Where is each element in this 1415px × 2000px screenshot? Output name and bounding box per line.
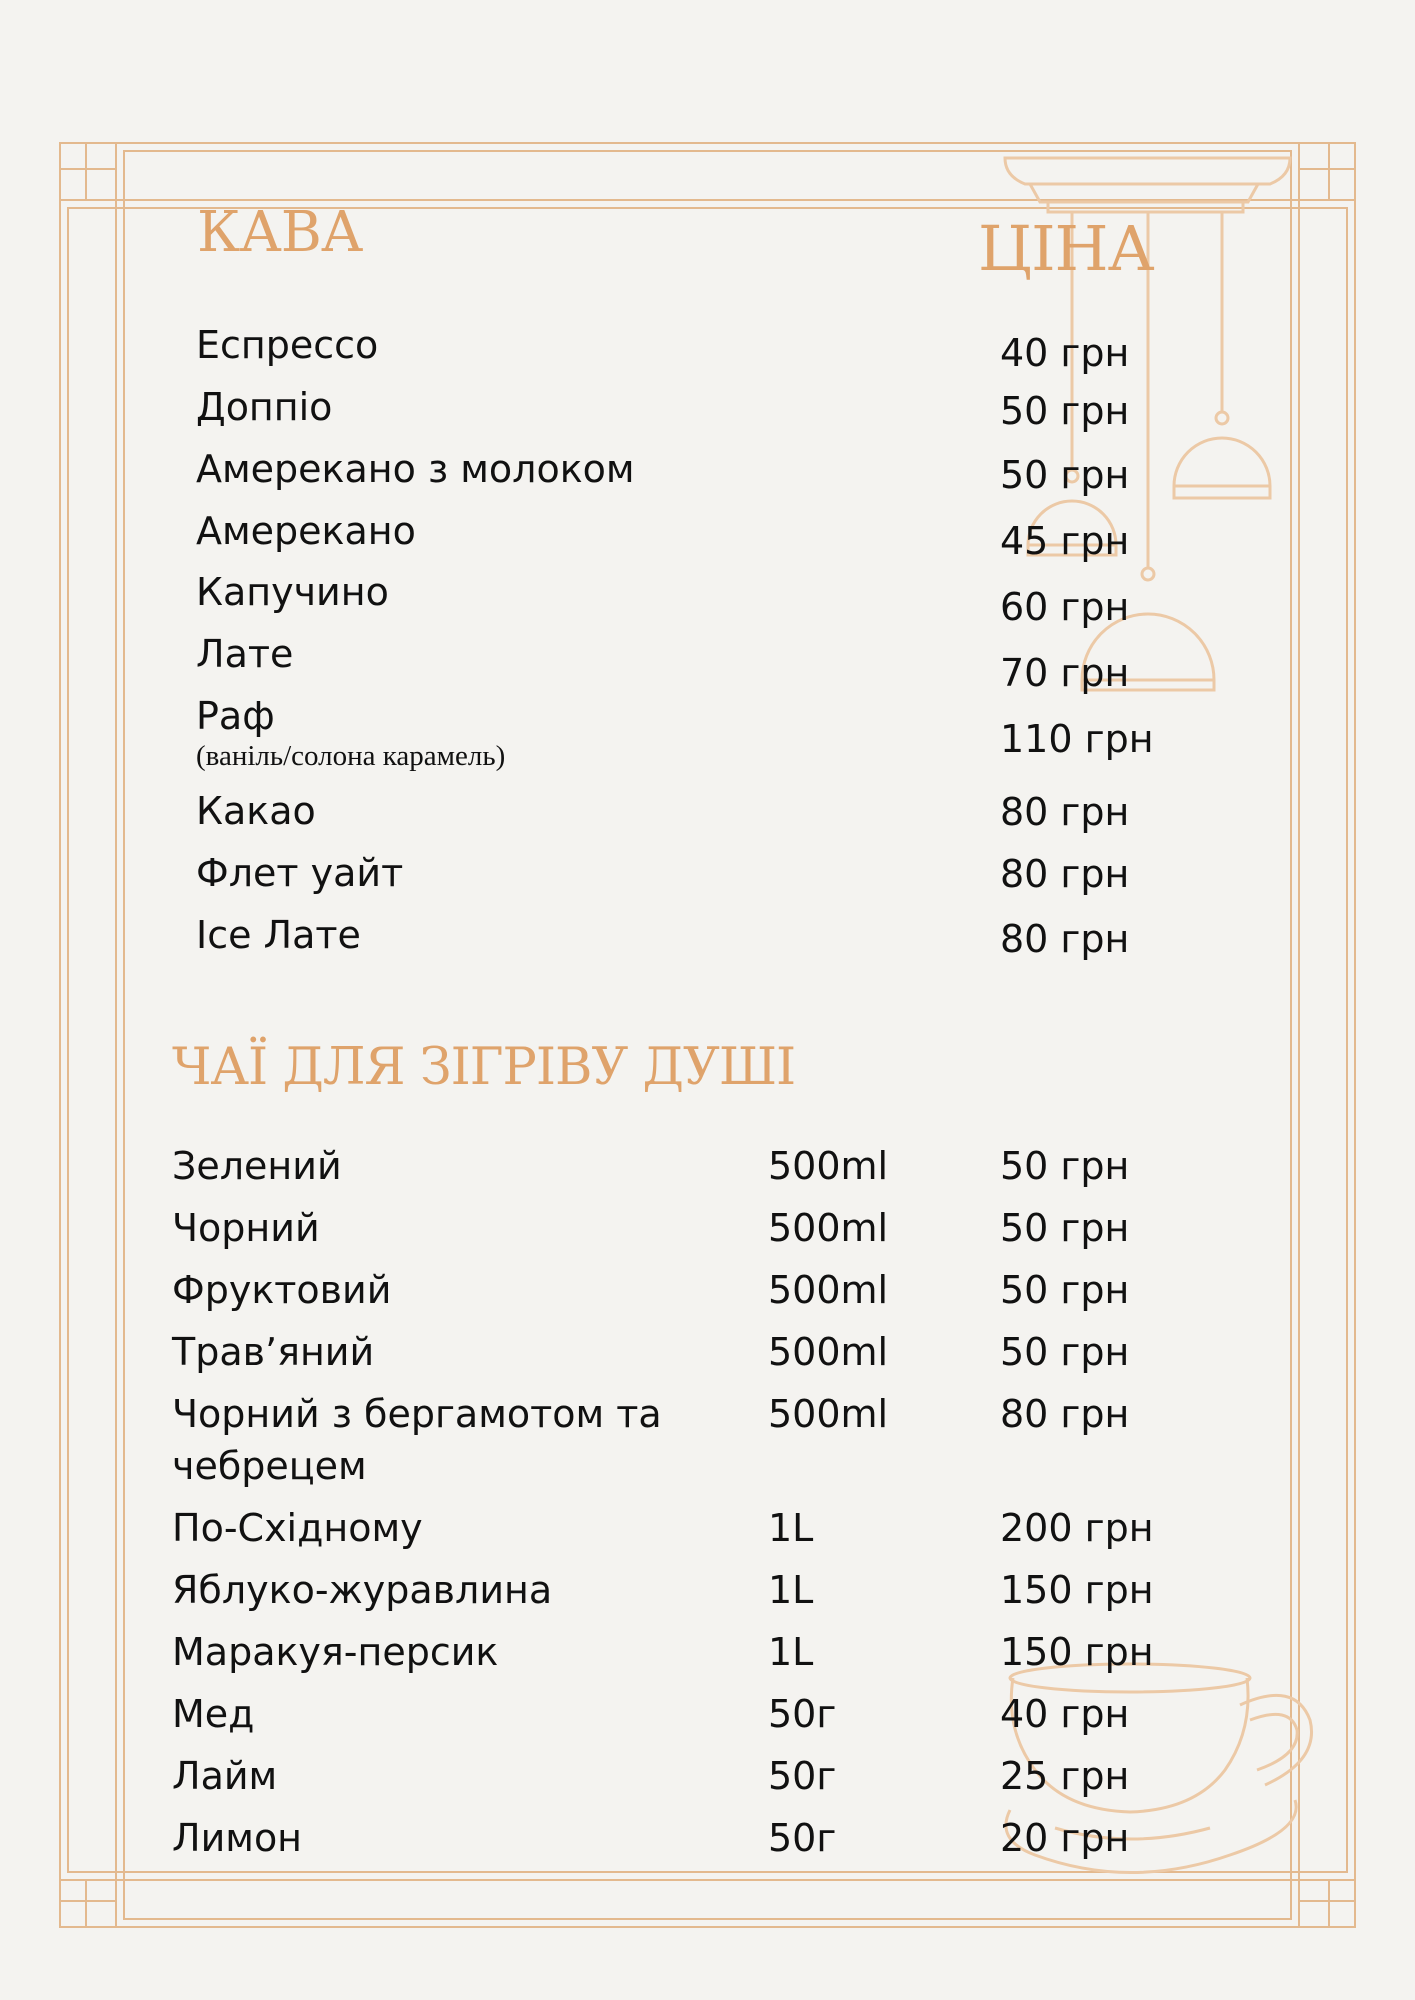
- coffee-item-name: Капучино: [196, 570, 389, 614]
- coffee-item-name: Доппіо: [196, 385, 333, 429]
- tea-section-title: ЧАЇ ДЛЯ ЗІГРІВУ ДУШІ: [172, 1038, 796, 1097]
- tea-item-volume: 50г: [768, 1816, 837, 1860]
- tea-item-name: Трав’яний: [172, 1330, 375, 1374]
- corner-ornament-icon: [60, 1880, 116, 1927]
- tea-item-name-line2: чебрецем: [172, 1444, 367, 1488]
- tea-item-name: Мед: [172, 1692, 255, 1736]
- tea-item-name: Маракуя-персик: [172, 1630, 499, 1674]
- tea-item-volume: 500ml: [768, 1330, 889, 1374]
- tea-item-volume: 1L: [768, 1630, 814, 1674]
- tea-item-volume: 500ml: [768, 1206, 889, 1250]
- tea-item-name: Фруктовий: [172, 1268, 392, 1312]
- tea-item-volume: 50г: [768, 1754, 837, 1798]
- coffee-item-name: Еспрессо: [196, 323, 379, 367]
- tea-item-name: Чорний: [172, 1206, 320, 1250]
- coffee-item-name: Ice Лате: [196, 913, 361, 957]
- tea-item-price: 40 грн: [1000, 1692, 1130, 1736]
- coffee-item-name: Какао: [196, 789, 316, 833]
- tea-item-name: Яблуко-журавлина: [172, 1568, 553, 1612]
- coffee-item-price: 70 грн: [1000, 651, 1130, 695]
- coffee-item-price: 80 грн: [1000, 852, 1130, 896]
- tea-item-name: По-Східному: [172, 1506, 423, 1550]
- coffee-item-price: 50 грн: [1000, 453, 1130, 497]
- tea-item-volume: 500ml: [768, 1268, 889, 1312]
- coffee-item-price: 110 грн: [1000, 717, 1154, 761]
- tea-item-price: 50 грн: [1000, 1268, 1130, 1312]
- tea-item-volume: 500ml: [768, 1392, 889, 1436]
- tea-item-price: 20 грн: [1000, 1816, 1130, 1860]
- coffee-item-name: Лате: [196, 632, 294, 676]
- tea-item-name: Лайм: [172, 1754, 278, 1798]
- tea-item-name: Зелений: [172, 1144, 342, 1188]
- tea-item-price: 50 грн: [1000, 1330, 1130, 1374]
- coffee-section-title: КАВА: [197, 200, 363, 265]
- coffee-item-price: 40 грн: [1000, 331, 1130, 375]
- tea-item-volume: 50г: [768, 1692, 837, 1736]
- corner-ornament-icon: [60, 143, 116, 200]
- tea-item-name-line1: Чорний з бергамотом та: [172, 1392, 662, 1436]
- coffee-item-price: 50 грн: [1000, 389, 1130, 433]
- coffee-item-price: 80 грн: [1000, 790, 1130, 834]
- coffee-item-name: Раф: [196, 694, 275, 738]
- coffee-item-price: 80 грн: [1000, 917, 1130, 961]
- tea-item-price: 50 грн: [1000, 1206, 1130, 1250]
- tea-item-price: 200 грн: [1000, 1506, 1154, 1550]
- price-column-header: ЦІНА: [978, 212, 1154, 285]
- coffee-item-name: Амерекано з молоком: [196, 447, 635, 491]
- tea-item-volume: 1L: [768, 1506, 814, 1550]
- tea-item-volume: 500ml: [768, 1144, 889, 1188]
- tea-item-volume: 1L: [768, 1568, 814, 1612]
- coffee-item-name: Флет уайт: [196, 851, 404, 895]
- tea-item-price: 25 грн: [1000, 1754, 1130, 1798]
- tea-item-price: 50 грн: [1000, 1144, 1130, 1188]
- tea-item-price: 80 грн: [1000, 1392, 1130, 1436]
- tea-item-name: Лимон: [172, 1816, 303, 1860]
- coffee-item-note: (ваніль/солона карамель): [196, 740, 506, 772]
- coffee-item-price: 60 грн: [1000, 585, 1130, 629]
- tea-item-price: 150 грн: [1000, 1630, 1154, 1674]
- tea-item-price: 150 грн: [1000, 1568, 1154, 1612]
- coffee-item-price: 45 грн: [1000, 519, 1130, 563]
- coffee-item-name: Амерекано: [196, 509, 416, 553]
